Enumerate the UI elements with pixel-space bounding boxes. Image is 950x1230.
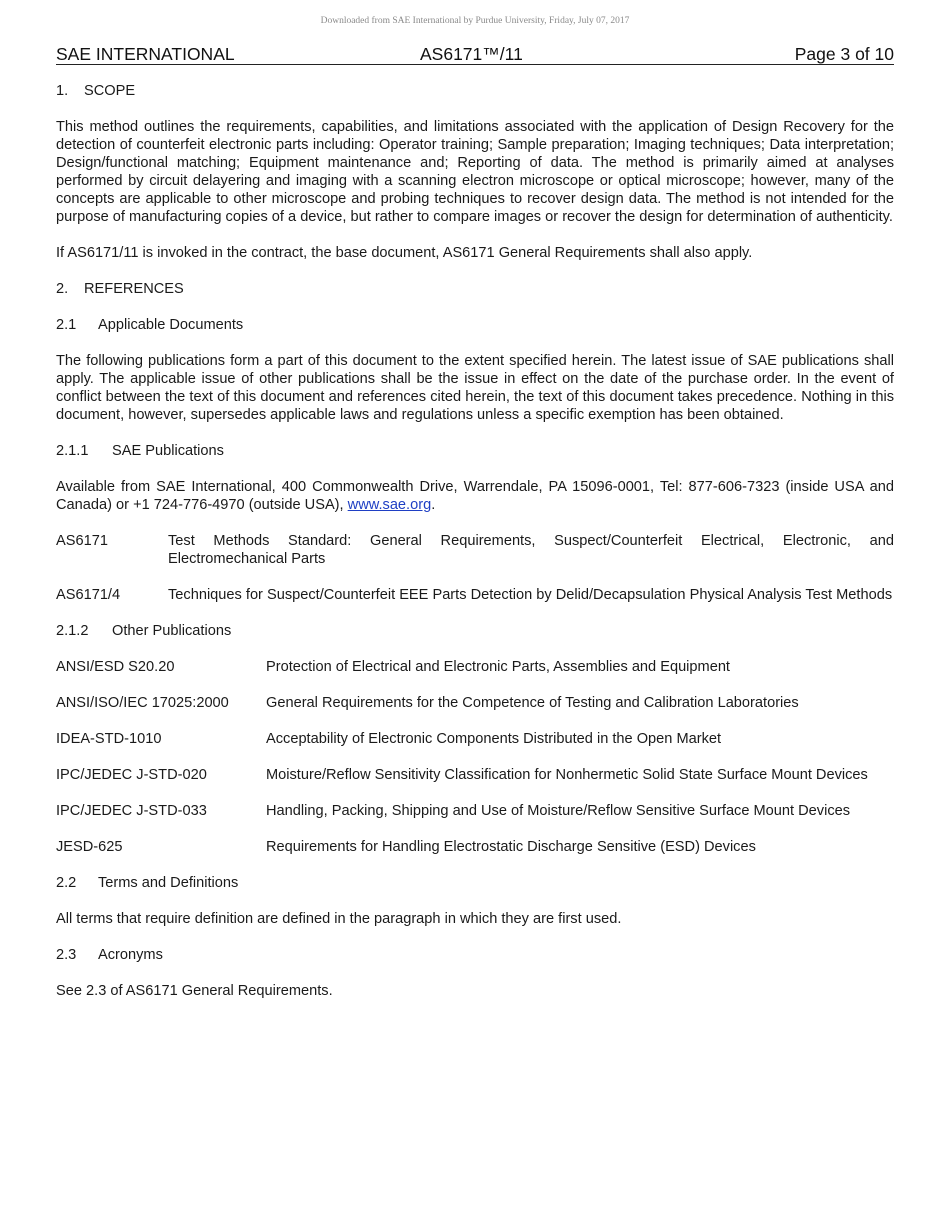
page-content (56, 82, 894, 1018)
subsection-number: 2.3 (56, 947, 77, 963)
reference-code: ANSI/ESD S20.20 (56, 659, 175, 675)
scope-apply-paragraph: If AS6171/11 is invoked in the contract, the base document, AS6171 General Requirements shall also apply. (56, 245, 753, 261)
subsection-heading-applicable-documents (56, 316, 894, 334)
sae-availability-paragraph (56, 478, 894, 514)
applicable-documents-paragraph: The following publications form a part of this document to the extent specified herein. The latest issue of SAE publications shall apply. The applicable issue of other publications shall be the issue in effect on the date of the purchase order. In the event of conflict between the text of this document and references cited herein, the text of this document takes precedence. Nothing in this document, however, supersedes applicable laws and regulations unless a specific exemption has been obtained. (56, 353, 894, 423)
subsection-number: 2.1 (56, 317, 77, 333)
header-org: SAE INTERNATIONAL (56, 44, 235, 64)
subsection-heading-terms (56, 874, 894, 892)
subsection-number: 2.2 (56, 875, 77, 891)
reference-description: Moisture/Reflow Sensitivity Classification for Nonhermetic Solid State Surface Mount Devices (266, 767, 868, 783)
subsection-number: 2.1.1 (56, 443, 89, 459)
section-title: SCOPE (84, 83, 136, 99)
acronyms-paragraph: See 2.3 of AS6171 General Requirements. (56, 983, 333, 999)
subsection-title: Terms and Definitions (98, 875, 239, 891)
subsection-title: Other Publications (112, 623, 232, 639)
reference-code: IPC/JEDEC J-STD-020 (56, 767, 207, 783)
reference-description: Handling, Packing, Shipping and Use of Moisture/Reflow Sensitive Surface Mount Devices (266, 803, 851, 819)
reference-code: AS6171 (56, 533, 108, 549)
reference-code: IPC/JEDEC J-STD-033 (56, 803, 207, 819)
section-title: REFERENCES (84, 281, 184, 297)
reference-code: IDEA-STD-1010 (56, 731, 162, 747)
page-header (56, 44, 894, 65)
reference-row (56, 694, 894, 712)
subsection-heading-acronyms (56, 946, 894, 964)
header-page-number: Page 3 of 10 (794, 44, 894, 64)
subsection-heading-sae-publications (56, 442, 894, 460)
subsection-title: Acronyms (98, 947, 163, 963)
sae-website-link[interactable]: www.sae.org (347, 497, 432, 513)
section-number: 1. (56, 83, 69, 99)
reference-row (56, 766, 894, 784)
subsection-number: 2.1.2 (56, 623, 89, 639)
reference-code: JESD-625 (56, 839, 123, 855)
scope-paragraph: This method outlines the requirements, capabilities, and limitations associated with the application of Design Recovery for the detection of counterfeit electronic parts including: Operator training; Sample preparation; Imaging techniques; Data interpretation; Design/functional matching; Equipment maintenance and; Reporting of data. The method is primarily aimed at analyses performed by circuit delayering and imaging with a scanning electron microscope or optical microscope; however, many of the concepts are applicable to other microscope and probing techniques to recover design data. The method is not intended for the purpose of manufacturing copies of a device, but rather to compare images or recover the design for determination of authenticity. (56, 119, 894, 225)
reference-code: AS6171/4 (56, 587, 121, 603)
sae-availability-text: Available from SAE International, 400 Commonwealth Drive, Warrendale, PA 15096-0001, Tel: 877-606-7323 (inside USA and Canada) or +1 724-776-4970 (outside USA), (56, 479, 894, 513)
header-doc-number: AS6171™/11 (420, 44, 523, 64)
section-heading-references (56, 280, 894, 298)
reference-row (56, 730, 894, 748)
reference-row (56, 838, 894, 856)
terms-paragraph: All terms that require definition are defined in the paragraph in which they are first used. (56, 911, 622, 927)
subsection-title: SAE Publications (112, 443, 224, 459)
reference-row (56, 802, 894, 820)
reference-row (56, 532, 894, 568)
reference-row (56, 658, 894, 676)
reference-description: General Requirements for the Competence of Testing and Calibration Laboratories (266, 695, 799, 711)
reference-description: Acceptability of Electronic Components Distributed in the Open Market (266, 731, 722, 747)
reference-row (56, 586, 894, 604)
section-heading-scope (56, 82, 894, 100)
section-number: 2. (56, 281, 69, 297)
reference-code: ANSI/ISO/IEC 17025:2000 (56, 695, 229, 711)
subsection-title: Applicable Documents (98, 317, 244, 333)
sentence-period: . (431, 497, 436, 513)
reference-description: Requirements for Handling Electrostatic Discharge Sensitive (ESD) Devices (266, 839, 756, 855)
reference-description: Test Methods Standard: General Requirements, Suspect/Counterfeit Electrical, Electronic, and Electromechanical Parts (168, 533, 894, 567)
subsection-heading-other-publications (56, 622, 894, 640)
reference-description: Techniques for Suspect/Counterfeit EEE Parts Detection by Delid/Decapsulation Physical Analysis Test Methods (168, 587, 893, 603)
reference-description: Protection of Electrical and Electronic Parts, Assemblies and Equipment (266, 659, 730, 675)
download-watermark: Downloaded from SAE International by Purdue University, Friday, July 07, 2017 (320, 16, 630, 26)
